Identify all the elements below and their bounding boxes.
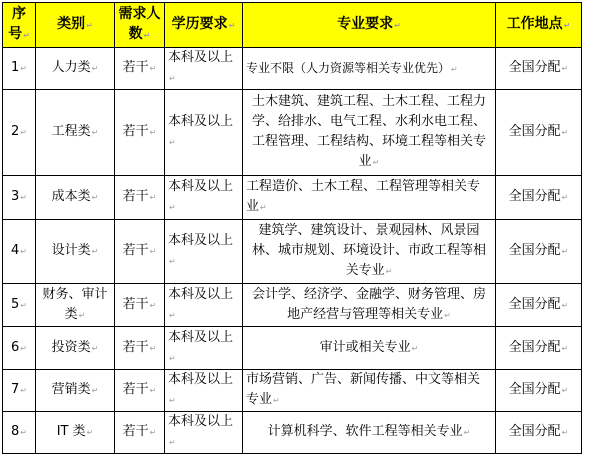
cell-seq: 2↵ bbox=[3, 90, 36, 176]
cell-demand: 若干↵ bbox=[115, 48, 165, 90]
header-education: 学历要求↵ bbox=[165, 3, 243, 48]
cell-major: 市场营销、广告、新闻传播、中文等相关专业↵ bbox=[243, 370, 496, 412]
table-row bbox=[3, 48, 582, 90]
cell-location: 全国分配↵ bbox=[496, 220, 582, 284]
cell-seq: 5↵ bbox=[3, 284, 36, 327]
cell-location: 全国分配↵ bbox=[496, 48, 582, 90]
header-category: 类别↵ bbox=[36, 3, 115, 48]
cell-location: 全国分配↵ bbox=[496, 370, 582, 412]
table-row bbox=[3, 327, 582, 370]
cell-major: 计算机科学、软件工程等相关专业↵ bbox=[243, 412, 496, 454]
cell-education: 本科及以上↵ bbox=[165, 370, 243, 412]
cell-seq: 7↵ bbox=[3, 370, 36, 412]
recruitment-table bbox=[2, 2, 582, 454]
cell-demand: 若干↵ bbox=[115, 327, 165, 370]
cell-category: 营销类↵ bbox=[36, 370, 115, 412]
cell-demand: 若干↵ bbox=[115, 90, 165, 176]
cell-seq: 8↵ bbox=[3, 412, 36, 454]
cell-location: 全国分配↵ bbox=[496, 327, 582, 370]
cell-category: IT 类↵ bbox=[36, 412, 115, 454]
cell-category: 成本类↵ bbox=[36, 176, 115, 220]
cell-category: 工程类↵ bbox=[36, 90, 115, 176]
cell-seq: 4↵ bbox=[3, 220, 36, 284]
cell-seq: 1↵ bbox=[3, 48, 36, 90]
cell-demand: 若干↵ bbox=[115, 412, 165, 454]
cell-major: 审计或相关专业↵ bbox=[243, 327, 496, 370]
cell-education: 本科及以上↵ bbox=[165, 48, 243, 90]
header-location: 工作地点↵ bbox=[496, 3, 582, 48]
cell-demand: 若干↵ bbox=[115, 176, 165, 220]
cell-major: 会计学、经济学、金融学、财务管理、房地产经营与管理等相关专业↵ bbox=[243, 284, 496, 327]
cell-location: 全国分配↵ bbox=[496, 176, 582, 220]
cell-major: 专业不限（人力资源等相关专业优先）↵ bbox=[243, 48, 496, 90]
cell-education: 本科及以上↵ bbox=[165, 90, 243, 176]
header-seq: 序号↵ bbox=[3, 3, 36, 48]
cell-category: 人力类↵ bbox=[36, 48, 115, 90]
cell-location: 全国分配↵ bbox=[496, 284, 582, 327]
header-major: 专业要求↵ bbox=[243, 3, 496, 48]
recruitment-table-container bbox=[2, 2, 582, 454]
header-demand: 需求人数↵ bbox=[115, 3, 165, 48]
table-row bbox=[3, 284, 582, 327]
cell-major: 建筑学、建筑设计、景观园林、风景园林、城市规划、环境设计、市政工程等相关专业↵ bbox=[243, 220, 496, 284]
table-row bbox=[3, 90, 582, 176]
table-row bbox=[3, 370, 582, 412]
cell-major: 土木建筑、建筑工程、土木工程、工程力学、给排水、电气工程、水利水电工程、工程管理、工程结构、环境工程等相关专业↵ bbox=[243, 90, 496, 176]
header-row bbox=[3, 3, 582, 48]
cell-demand: 若干↵ bbox=[115, 284, 165, 327]
cell-seq: 6↵ bbox=[3, 327, 36, 370]
cell-education: 本科及以上↵ bbox=[165, 284, 243, 327]
cell-education: 本科及以上↵ bbox=[165, 220, 243, 284]
table-row bbox=[3, 176, 582, 220]
cell-major: 工程造价、土木工程、工程管理等相关专业↵ bbox=[243, 176, 496, 220]
cell-education: 本科及以上↵ bbox=[165, 412, 243, 454]
cell-seq: 3↵ bbox=[3, 176, 36, 220]
cell-location: 全国分配↵ bbox=[496, 90, 582, 176]
cell-category: 投资类↵ bbox=[36, 327, 115, 370]
cell-category: 财务、审计类↵ bbox=[36, 284, 115, 327]
cell-education: 本科及以上↵ bbox=[165, 176, 243, 220]
cell-category: 设计类↵ bbox=[36, 220, 115, 284]
cell-demand: 若干↵ bbox=[115, 220, 165, 284]
table-row bbox=[3, 220, 582, 284]
cell-location: 全国分配↵ bbox=[496, 412, 582, 454]
cell-education: 本科及以上↵ bbox=[165, 327, 243, 370]
table-row bbox=[3, 412, 582, 454]
cell-demand: 若干↵ bbox=[115, 370, 165, 412]
